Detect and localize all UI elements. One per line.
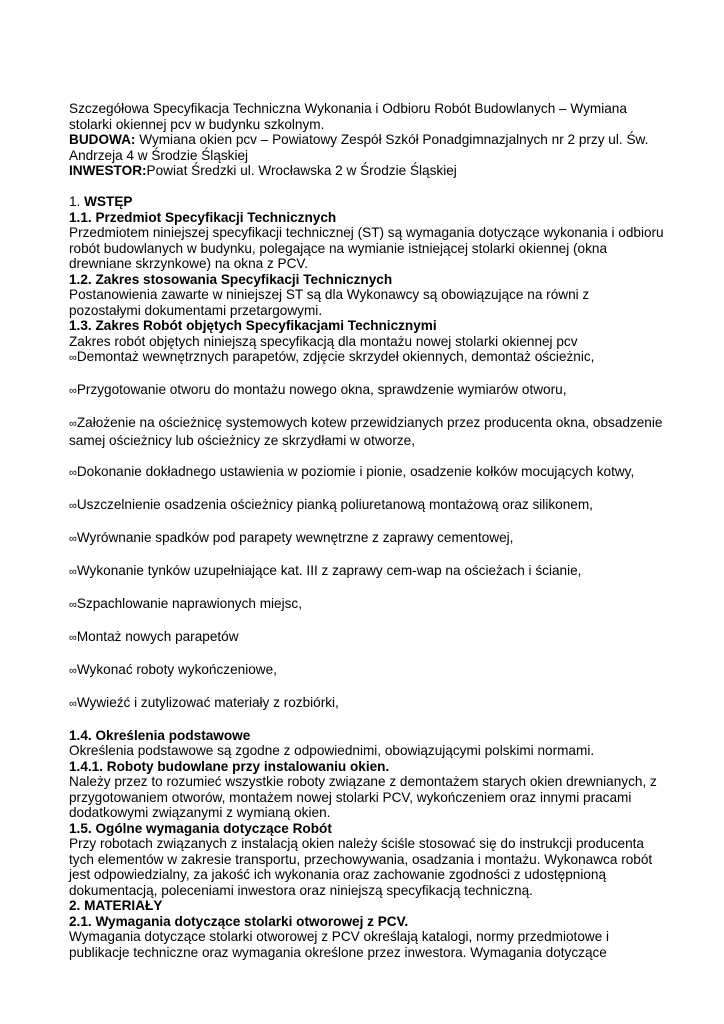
list-item-text: Dokonanie dokładnego ustawienia w poziomie i pionie, osadzenie kołków mocujących kotwy, <box>76 463 635 479</box>
infinity-bullet-icon: ∞ <box>69 598 77 611</box>
inwestor-label: INWESTOR: <box>69 163 147 178</box>
infinity-bullet-icon: ∞ <box>69 631 77 644</box>
infinity-bullet-icon: ∞ <box>69 532 77 545</box>
inwestor-line <box>69 163 669 179</box>
section-1-4-heading: 1.4. Określenia podstawowe <box>69 727 251 743</box>
spacer <box>69 179 669 195</box>
section-1-1-text-3: drewniane skrzynkowe) na okna z PCV. <box>69 256 309 271</box>
infinity-bullet-icon: ∞ <box>69 352 77 364</box>
spacer <box>69 712 669 728</box>
section-2-heading: 2. MATERIAŁY <box>69 898 163 913</box>
infinity-bullet-icon: ∞ <box>69 565 77 578</box>
list-item <box>69 415 669 433</box>
section-1-4-1-text-3: dodatkowymi związanymi z wymianą okien. <box>69 805 331 820</box>
section-1-5-text-4: dokumentacją, poleceniami inwestora oraz niniejszą specyfikacją techniczną. <box>69 882 533 898</box>
section-1-title: WSTĘP <box>84 194 133 209</box>
infinity-bullet-icon: ∞ <box>69 499 77 512</box>
document-page <box>69 101 669 960</box>
spacer <box>69 547 669 563</box>
section-2-1-text-2: publikacje techniczne oraz wymagania określone przez inwestora. Wymagania dotyczące <box>69 944 607 960</box>
infinity-bullet-icon: ∞ <box>69 385 77 397</box>
spacer <box>69 679 669 695</box>
section-1-5-text-2: tych elementów w zakresie transportu, przechowywania, osadzania i montażu. Wykonawca robót <box>69 851 653 867</box>
list-item-text: Wykonanie tynków uzupełniające kat. III z zaprawy cem-wap na ościeżach i ścianie, <box>76 562 582 578</box>
inwestor-text: Powiat Średzki ul. Wrocławska 2 w Środzie Śląskiej <box>146 163 457 178</box>
section-1-2-text-2: pozostałymi dokumentami przetargowymi. <box>69 302 323 318</box>
section-1-5-text-1: Przy robotach związanych z instalacją okien należy ściśle stosować się do instrukcji producenta <box>69 836 644 851</box>
section-1-4-1-heading: 1.4.1. Roboty budowlane przy instalowaniu okien. <box>69 758 390 774</box>
list-item <box>69 662 669 680</box>
spacer <box>69 400 669 416</box>
section-1-5-heading: 1.5. Ogólne wymagania dotyczące Robót <box>69 820 332 836</box>
list-item-text: Założenie na ościeżnicę systemowych kotew przewidzianych przez producenta okna, obsadzenie <box>76 415 663 430</box>
list-item <box>69 530 669 548</box>
spacer <box>69 481 669 497</box>
section-1-3-text-1: Zakres robót objętych niniejszą specyfikacją dla montażu nowej stolarki okiennej pcv <box>69 333 578 349</box>
spacer <box>69 613 669 629</box>
infinity-bullet-icon: ∞ <box>69 697 77 710</box>
section-1-1-text-1: Przedmiotem niniejszej specyfikacji technicznej (ST) są wymagania dotyczące wykonania i odbioru <box>69 225 664 240</box>
budowa-text: Wymiana okien pcv – Powiatowy Zespół Szkół Ponadgimnazjalnych nr 2 przy ul. Św. <box>135 132 649 147</box>
section-1-1-text-2: robót budowlanych w budynku, polegające na wymianie istniejącej stolarki okiennej (okna <box>69 240 608 256</box>
list-item-text: Szpachlowanie naprawionych miejsc, <box>76 595 303 611</box>
list-item <box>69 464 669 482</box>
spacer <box>69 367 669 383</box>
infinity-bullet-icon: ∞ <box>69 418 77 430</box>
section-2-1-text-1: Wymagania dotyczące stolarki otworowej z PCV określają katalogi, normy przedmiotowe i <box>69 929 610 944</box>
list-item-text: Demontaż wewnętrznych parapetów, zdjęcie skrzydeł okiennych, demontaż ościeżnic, <box>76 349 595 364</box>
list-item-continuation: samej ościeżnicy lub ościeżnicy ze skrzydłami w otworze, <box>69 432 415 448</box>
section-1-4-1-text-1: Należy przez to rozumieć wszystkie roboty związane z demontażem starych okien drewnianych, z <box>69 774 657 789</box>
section-1-2-heading: 1.2. Zakres stosowania Specyfikacji Technicznych <box>69 271 393 287</box>
list-item-text: Montaż nowych parapetów <box>76 628 239 644</box>
budowa-line-2: Andrzeja 4 w Środzie Śląskiej <box>69 147 249 163</box>
list-item-text: Wykonać roboty wykończeniowe, <box>76 661 277 677</box>
section-1-5-text-3: jest odpowiedzialny, za jakość ich wykonania oraz zachowanie zgodności z udostępnioną <box>69 867 607 882</box>
doc-title-line-2: stolarki okiennej pcv w budynku szkolnym. <box>69 116 325 132</box>
list-item-text: Uszczelnienie osadzenia ościeżnicy pianką poliuretanową montażową oraz silikonem, <box>76 496 593 512</box>
list-item <box>69 695 669 713</box>
budowa-label: BUDOWA: <box>69 132 136 147</box>
section-1-3-heading: 1.3. Zakres Robót objętych Specyfikacjami Technicznymi <box>69 318 437 333</box>
section-1-4-1-text-2: przygotowaniem otworów, montażem nowej stolarki PCV, wykończeniem oraz innymi pracami <box>69 789 632 805</box>
list-item-text: Wyrównanie spadków pod parapety wewnętrzne z zaprawy cementowej, <box>76 529 514 545</box>
section-1-1-heading: 1.1. Przedmiot Specyfikacji Technicznych <box>69 209 337 225</box>
list-item <box>69 596 669 614</box>
infinity-bullet-icon: ∞ <box>69 466 77 479</box>
list-item <box>69 349 669 367</box>
spacer <box>69 646 669 662</box>
list-item <box>69 629 669 647</box>
infinity-bullet-icon: ∞ <box>69 664 77 677</box>
list-item <box>69 497 669 515</box>
section-1-4-text-1: Określenia podstawowe są zgodne z odpowiednimi, obowiązującymi polskimi normami. <box>69 743 595 758</box>
section-1-number: 1. <box>69 194 85 209</box>
section-2-1-heading: 2.1. Wymagania dotyczące stolarki otworowej z PCV. <box>69 913 409 929</box>
list-item-text: Przygotowanie otworu do montażu nowego okna, sprawdzenie wymiarów otworu, <box>76 382 567 397</box>
list-item <box>69 563 669 581</box>
section-1-2-text-1: Postanowienia zawarte w niniejszej ST są dla Wykonawcy są obowiązujące na równi z <box>69 287 590 302</box>
section-1-heading <box>69 194 669 210</box>
list-item <box>69 382 669 400</box>
spacer <box>69 514 669 530</box>
budowa-line-1 <box>69 132 669 148</box>
spacer <box>69 580 669 596</box>
list-item-text: Wywieźć i zutylizować materiały z rozbiórki, <box>76 694 339 710</box>
doc-title-line-1: Szczegółowa Specyfikacja Techniczna Wykonania i Odbioru Robót Budowlanych – Wymiana <box>69 101 627 116</box>
spacer <box>69 448 669 464</box>
